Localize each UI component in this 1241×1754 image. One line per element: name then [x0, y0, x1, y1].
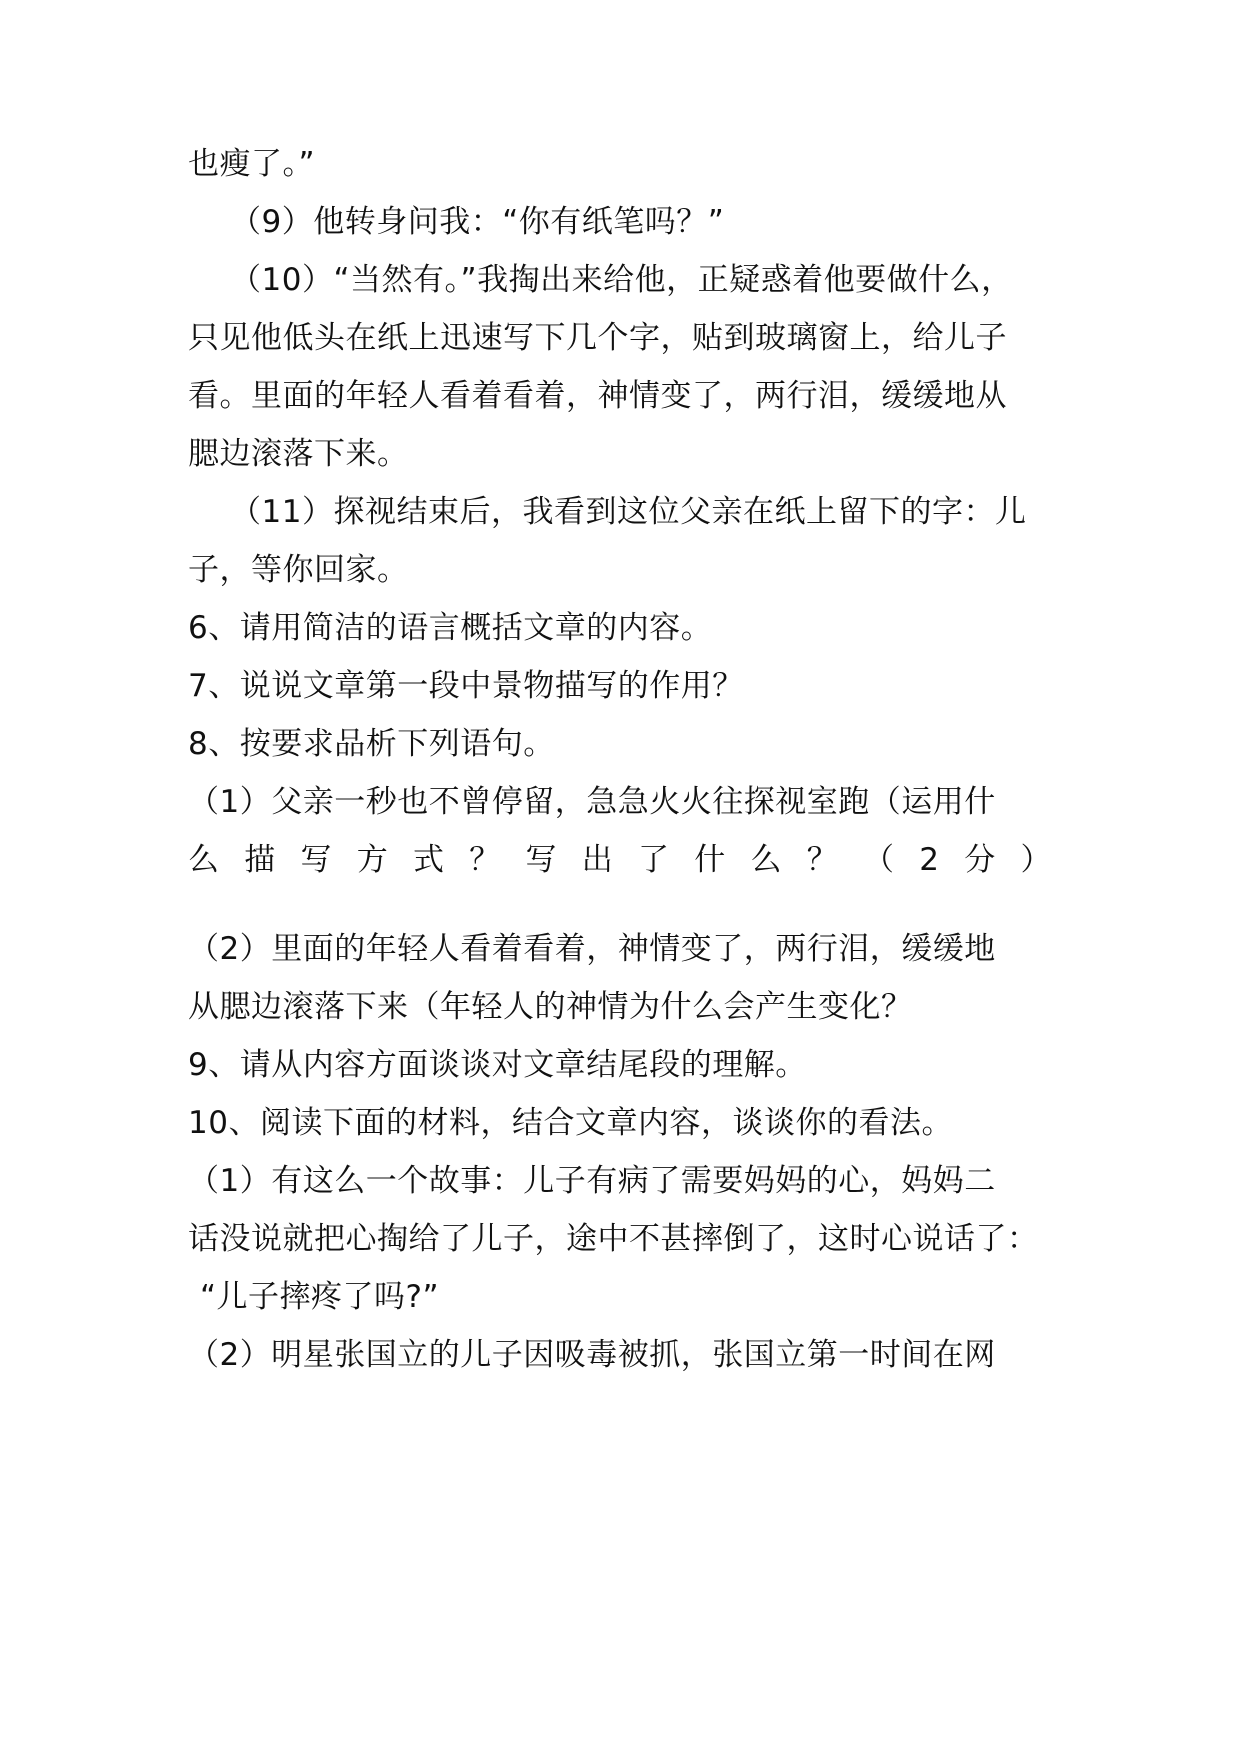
text-line: 子，等你回家。: [188, 552, 409, 588]
spread-char: 分: [964, 842, 996, 878]
text-line: 只见他低头在纸上迅速写下几个字，贴到玻璃窗上，给儿子: [188, 320, 1007, 356]
spread-char: ？: [469, 842, 501, 878]
text-line: 话没说就把心掏给了儿子，途中不甚摔倒了，这时心说话了：: [188, 1221, 1039, 1257]
question-9: 9、请从内容方面谈谈对文章结尾段的理解。: [188, 1047, 807, 1083]
spread-char: 什: [694, 842, 726, 878]
spread-char: 写: [525, 842, 557, 878]
spread-char: （: [863, 842, 895, 878]
spread-char: 了: [638, 842, 670, 878]
question-7: 7、说说文章第一段中景物描写的作用？: [188, 668, 744, 704]
material-1: （1）有这么一个故事：儿子有病了需要妈妈的心，妈妈二: [188, 1163, 996, 1199]
text-line: 从腮边滚落下来（年轻人的神情为什么会产生变化？: [188, 989, 913, 1025]
question-8-item-2: （2）里面的年轻人看着看着，神情变了，两行泪，缓缓地: [188, 931, 996, 967]
spread-char: 2: [919, 842, 940, 878]
question-10: 10、阅读下面的材料，结合文章内容，谈谈你的看法。: [188, 1105, 953, 1141]
spread-char: 么: [750, 842, 782, 878]
question-8-item-1: （1）父亲一秒也不曾停留，急急火火往探视室跑（运用什: [188, 784, 996, 820]
spread-char: ）: [1020, 842, 1052, 878]
text-line: 看。里面的年轻人看着看着，神情变了，两行泪，缓缓地从: [188, 378, 1007, 414]
question-8-item-1-continued: [188, 840, 1052, 880]
spread-char: 式: [413, 842, 445, 878]
material-2: （2）明星张国立的儿子因吸毒被抓，张国立第一时间在网: [188, 1337, 996, 1373]
paragraph-11: （11）探视结束后，我看到这位父亲在纸上留下的字：儿: [230, 494, 1027, 530]
paragraph-9: （9）他转身问我：“你有纸笔吗？”: [230, 204, 725, 240]
spread-char: 出: [581, 842, 614, 878]
spread-char: 描: [244, 842, 276, 878]
paragraph-10: （10）“当然有。”我掏出来给他，正疑惑着他要做什么，: [230, 262, 1013, 298]
question-6: 6、请用简洁的语言概括文章的内容。: [188, 610, 713, 646]
question-8: 8、按要求品析下列语句。: [188, 726, 555, 762]
text-line: 腮边滚落下来。: [188, 436, 409, 472]
spread-char: 么: [188, 842, 220, 878]
spread-char: 方: [356, 842, 389, 878]
text-line: “儿子摔疼了吗?”: [200, 1279, 440, 1315]
spread-char: ？: [806, 842, 839, 878]
spread-char: 写: [300, 842, 332, 878]
text-line: 也瘦了。”: [188, 146, 316, 182]
